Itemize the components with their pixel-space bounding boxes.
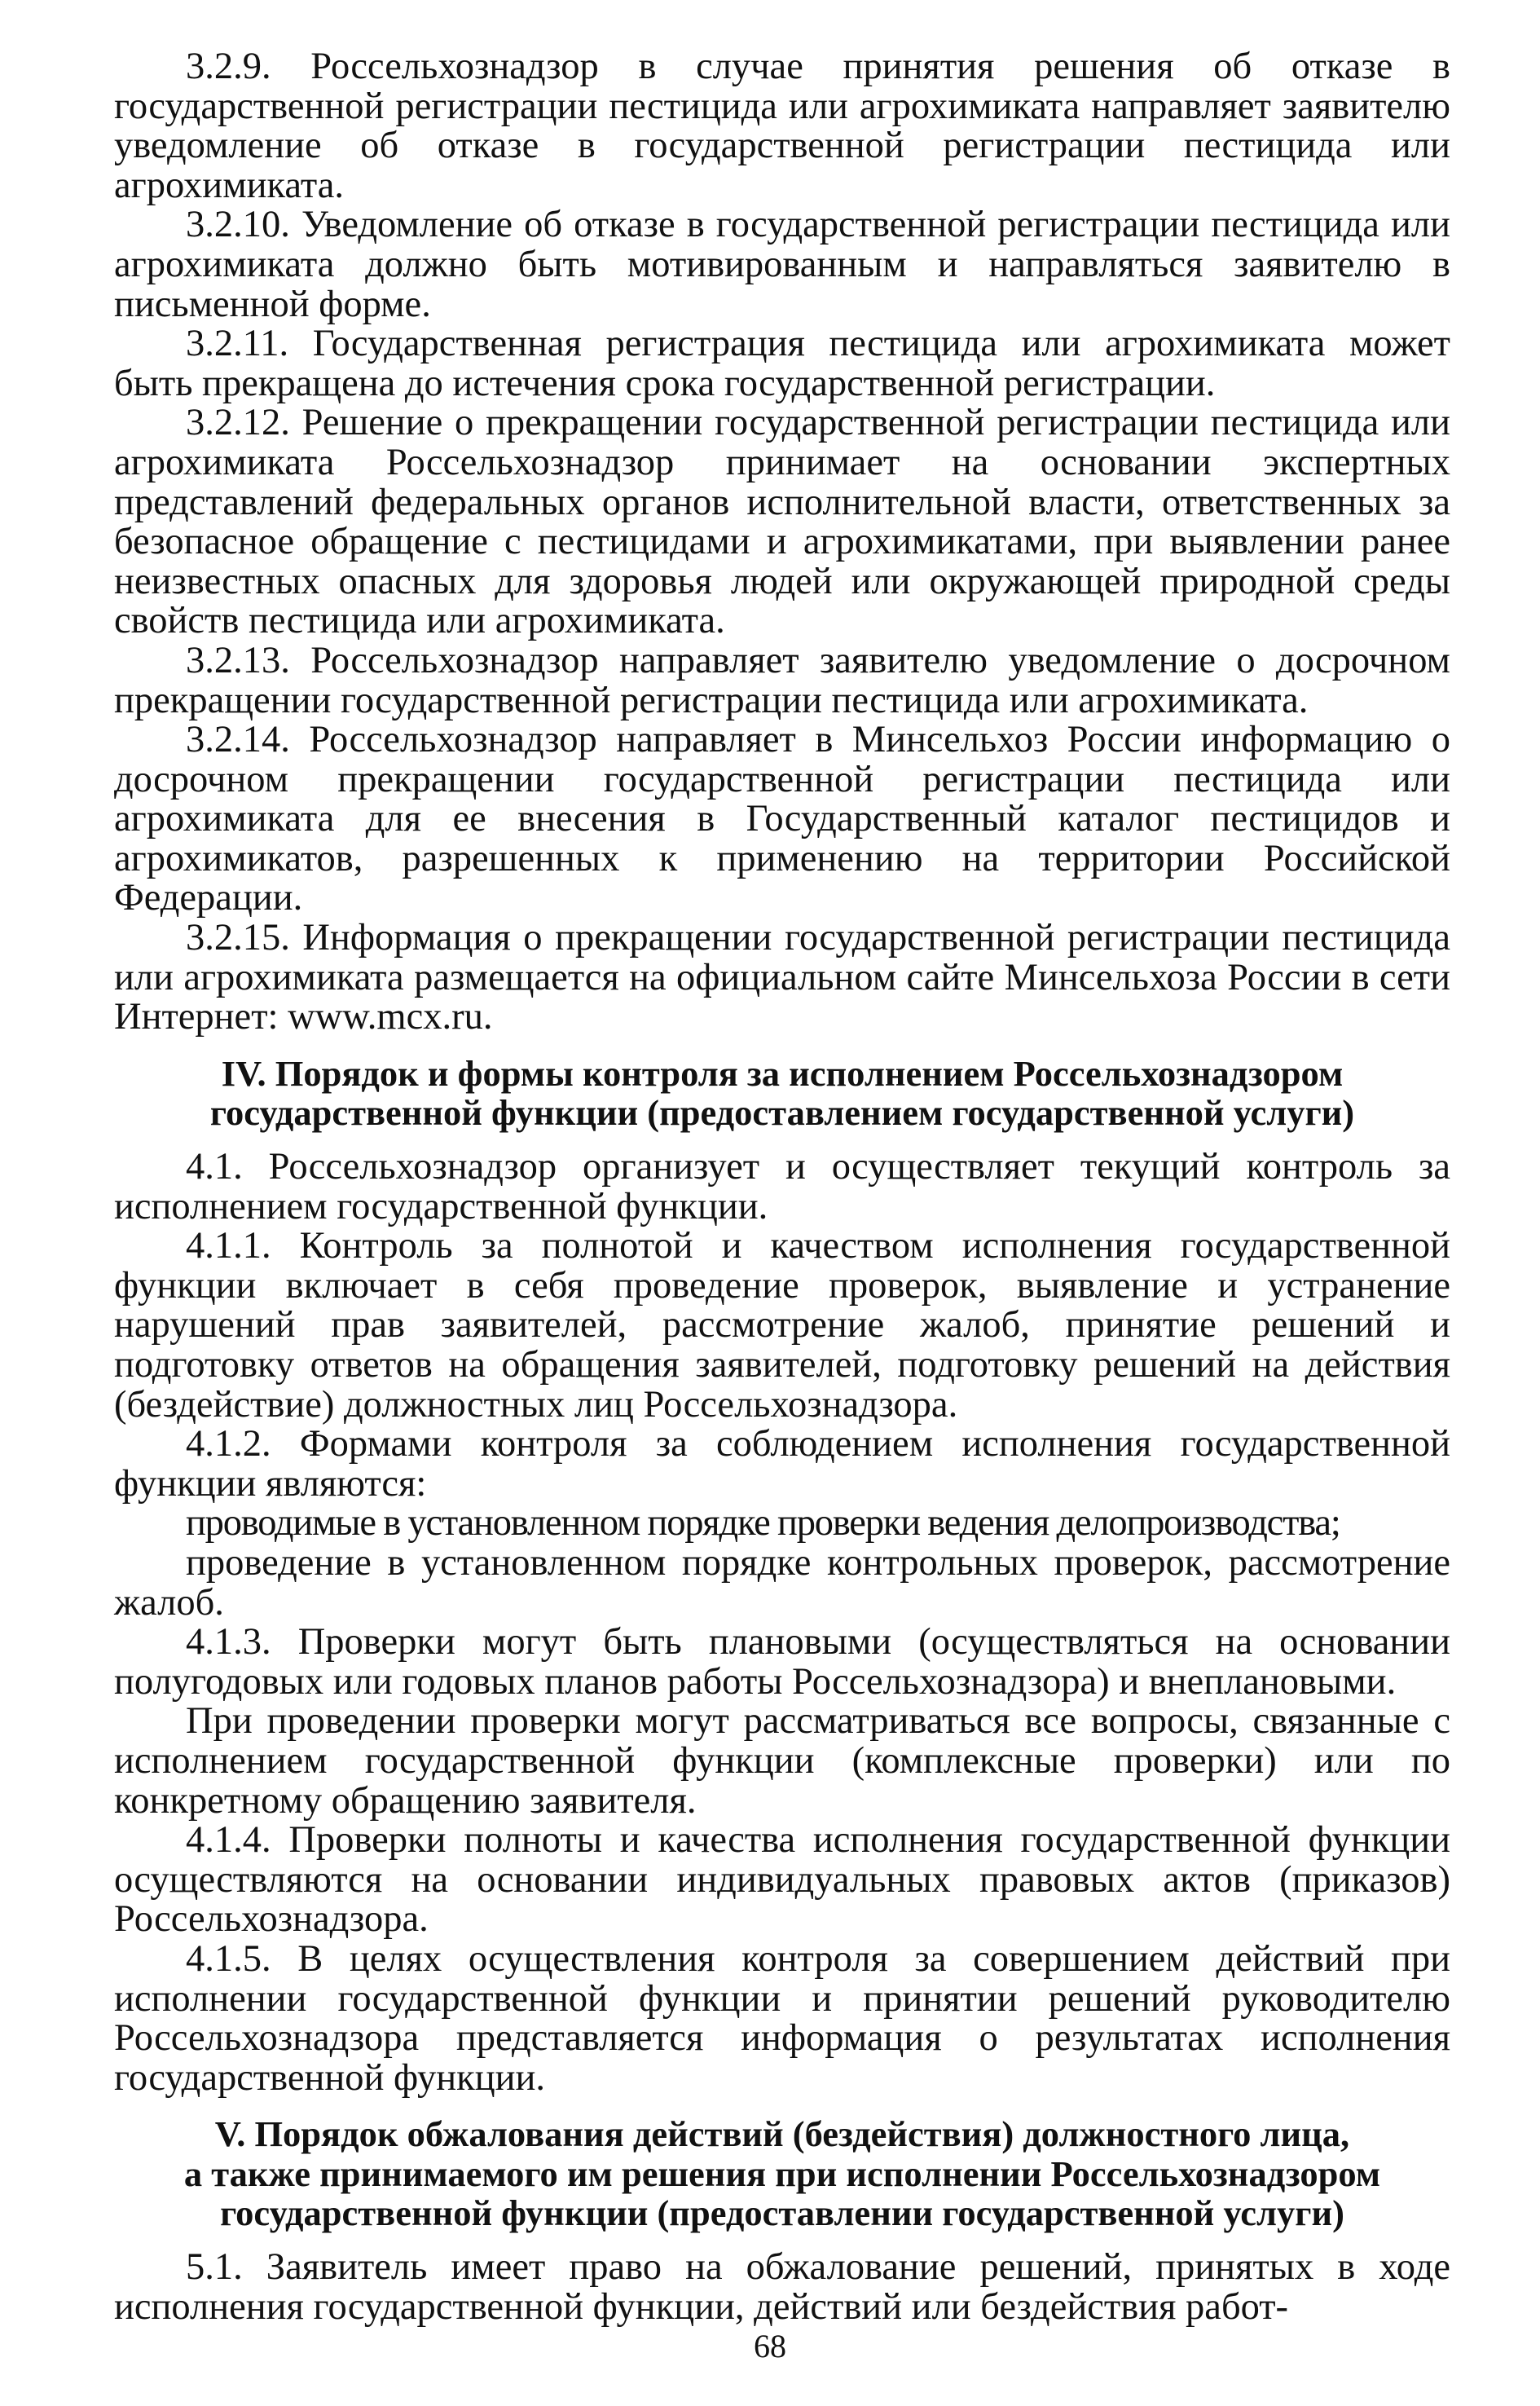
control-form-item: проведение в установленном порядке контрольных проверок, рассмотрение жалоб. xyxy=(114,1541,1450,1624)
section-4-heading xyxy=(114,1054,1450,1133)
paragraph-4-1-4: 4.1.4. Проверки полноты и качества исполнения государственной функции осуществляются на основании индивидуальных правовых актов (приказов) Россельхознадзора. xyxy=(114,1819,1450,1941)
paragraph-4-1-1: 4.1.1. Контроль за полнотой и качеством исполнения государственной функции включает в себя проведение проверок, выявление и устранение нарушений прав заявителей, рассмотрение жалоб, принятие решений и подготовку ответов на обращения заявителей, подготовку решений на действия (бездействие) должностных лиц Россельхознадзора. xyxy=(114,1225,1450,1426)
paragraph-4-1-5: 4.1.5. В целях осуществления контроля за совершением действий при исполнении государственной функции и принятии решений руководителю Россельхознадзора представляется информация о результатах исполнения государственной функции. xyxy=(114,1937,1450,2099)
paragraph-3-2-13: 3.2.13. Россельхознадзор направляет заявителю уведомление о досрочном прекращении государственной регистрации пестицида или агрохимиката. xyxy=(114,639,1450,721)
paragraph-4-1-2: 4.1.2. Формами контроля за соблюдением исполнения государственной функции являются: xyxy=(114,1423,1450,1505)
section-5-heading-line: государственной функции (предоставлении государственной услуги) xyxy=(220,2192,1344,2234)
paragraph-4-1-3-continued: При проведении проверки могут рассматриваться все вопросы, связанные с исполнением государственной функции (комплексные проверки) или по конкретному обращению заявителя. xyxy=(114,1700,1450,1822)
section-4-heading-line: государственной функции (предоставлением государственной услуги) xyxy=(209,1092,1355,1134)
paragraph-3-2-9: 3.2.9. Россельхознадзор в случае принятия решения об отказе в государственной регистрации пестицида или агрохимиката направляет заявителю уведомление об отказе в государственной регистрации пестицида или агрохимиката. xyxy=(114,46,1450,206)
section-4-heading-line: IV. Порядок и формы контроля за исполнением Россельхознадзором xyxy=(221,1052,1344,1094)
paragraph-3-2-12: 3.2.12. Решение о прекращении государственной регистрации пестицида или агрохимиката Россельхознадзор принимает на основании экспертных представлений федеральных органов исполнительной власти, ответственных за безопасное обращение с пестицидами и агрохимикатами, при выявлении ранее неизвестных опасных для здоровья людей или окружающей природной среды свойств пестицида или агрохимиката. xyxy=(114,402,1450,642)
section-5-heading-line: V. Порядок обжалования действий (бездействия) должностного лица, xyxy=(214,2113,1350,2155)
paragraph-3-2-15: 3.2.15. Информация о прекращении государственной регистрации пестицида или агрохимиката размещается на официальном сайте Минсельхоза России в сети Интернет: www.mcx.ru. xyxy=(114,917,1450,1038)
page-number: 68 xyxy=(754,2328,786,2364)
control-form-item: проводимые в установленном порядке проверки ведения делопроизводства; xyxy=(186,1502,1340,1545)
paragraph-5-1: 5.1. Заявитель имеет право на обжалование решений, принятых в ходе исполнения государственной функции, действий или бездействия работ- xyxy=(114,2246,1450,2328)
section-5-heading xyxy=(114,2114,1450,2233)
section-5-heading-line: а также принимаемого им решения при исполнении Россельхознадзором xyxy=(183,2153,1381,2194)
paragraph-3-2-11: 3.2.11. Государственная регистрация пестицида или агрохимиката может быть прекращена до истечения срока государственной регистрации. xyxy=(114,323,1450,404)
paragraph-3-2-10: 3.2.10. Уведомление об отказе в государственной регистрации пестицида или агрохимиката должно быть мотивированным и направляться заявителю в письменной форме. xyxy=(114,204,1450,325)
paragraph-4-1-3: 4.1.3. Проверки могут быть плановыми (осуществляться на основании полугодовых или годовых планов работы Россельхознадзора) и внеплановыми. xyxy=(114,1621,1450,1703)
document-page xyxy=(114,47,1450,2327)
paragraph-3-2-14: 3.2.14. Россельхознадзор направляет в Минсельхоз России информацию о досрочном прекращении государственной регистрации пестицида или агрохимиката для ее внесения в Государственный каталог пестицидов и агрохимикатов, разрешенных к применению на территории Российской Федерации. xyxy=(114,719,1450,919)
paragraph-4-1: 4.1. Россельхознадзор организует и осуществляет текущий контроль за исполнением государственной функции. xyxy=(114,1146,1450,1227)
